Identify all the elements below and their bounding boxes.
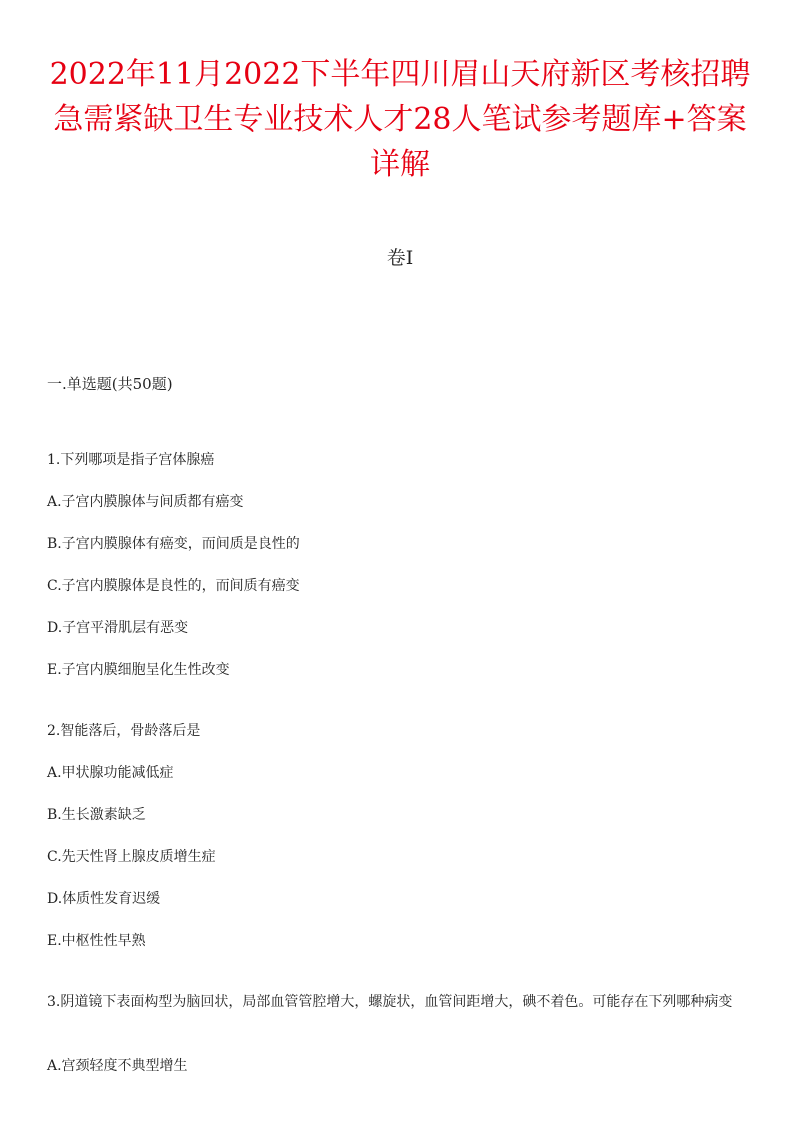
question-3-option-a: A.宫颈轻度不典型增生 bbox=[47, 1058, 188, 1074]
question-1-option-c: C.子宫内膜腺体是良性的，而间质有癌变 bbox=[47, 578, 300, 594]
question-2-stem: 2.智能落后，骨龄落后是 bbox=[47, 723, 201, 739]
question-1-option-d: D.子宫平滑肌层有恶变 bbox=[47, 620, 189, 636]
question-2-option-c: C.先天性肾上腺皮质增生症 bbox=[47, 849, 216, 865]
question-2-option-b: B.生长激素缺乏 bbox=[47, 807, 146, 823]
question-1-option-b: B.子宫内膜腺体有癌变，而间质是良性的 bbox=[47, 536, 300, 552]
question-2-option-a: A.甲状腺功能减低症 bbox=[47, 765, 174, 781]
question-2-option-e: E.中枢性性早熟 bbox=[47, 933, 146, 949]
question-1-stem: 1.下列哪项是指子宫体腺癌 bbox=[47, 452, 215, 468]
question-2-option-d: D.体质性发育迟缓 bbox=[47, 891, 161, 907]
section-heading: 一.单选题(共50题) bbox=[47, 375, 173, 393]
question-1-option-e: E.子宫内膜细胞呈化生性改变 bbox=[47, 662, 230, 678]
document-title: 2022年11月2022下半年四川眉山天府新区考核招聘急需紧缺卫生专业技术人才28人笔试参考题库+答案详解 bbox=[49, 57, 751, 182]
question-3-stem: 3.阴道镜下表面构型为脑回状，局部血管管腔增大，螺旋状，血管间距增大，碘不着色。可能存在下列哪种病变 bbox=[47, 994, 733, 1010]
question-1-option-a: A.子宫内膜腺体与间质都有癌变 bbox=[47, 494, 244, 510]
volume-heading: 卷I bbox=[386, 247, 414, 269]
